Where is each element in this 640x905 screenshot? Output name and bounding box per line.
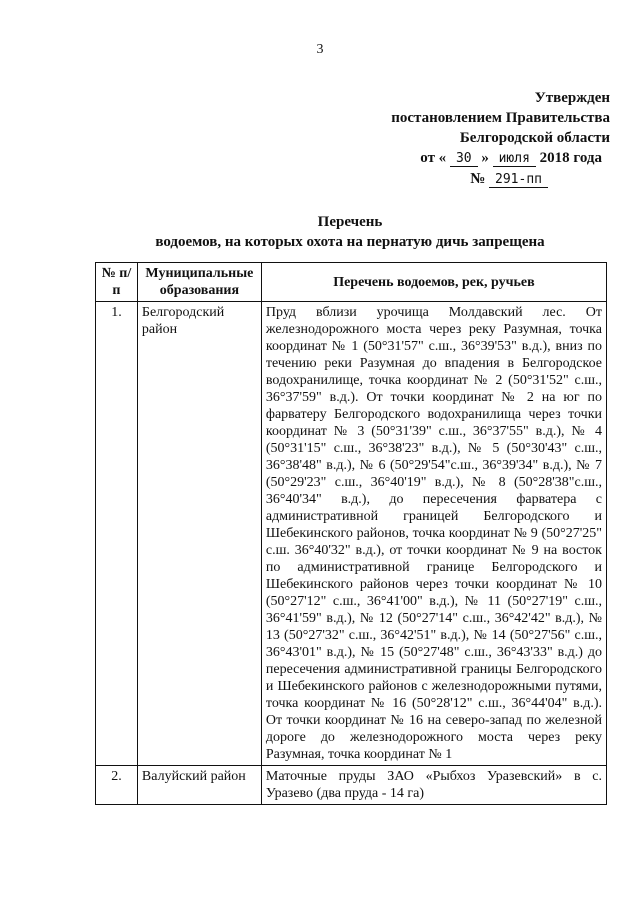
approval-number bbox=[360, 169, 610, 190]
document-title bbox=[0, 212, 640, 252]
date-prefix: от « bbox=[420, 150, 447, 166]
table-row bbox=[96, 766, 607, 805]
row-municipality: Валуйский район bbox=[137, 766, 261, 805]
date-suffix: 2018 года bbox=[539, 150, 602, 166]
row-description: Пруд вблизи урочища Молдавский лес. От железнодорожного моста через реку Разумная, точка координат № 1 (50°31'57" с.ш., 36°39'53" в.д.), вниз по течению реки Разумная до впадения в Белгородское водохранилище, точка координат № 2 (50°31'52" с.ш., 36°37'59" в.д.). От точки координат № 2 на юг по фарватеру Белгородского водохранилища через точки координат № 3 (50°31'39" с.ш., 36°37'55" в.д.), № 4 (50°31'15" с.ш., 36°38'23" в.д.), № 5 (50°30'43" с.ш., 36°38'48" в.д.), № 6 (50°29'54"с.ш., 36°39'34" в.д.), № 7 (50°29'23" с.ш., 36°40'19" в.д.), № 8 (50°28'38"с.ш., 36°40'34" в.д.), до пересечения фарватера с административной границей Белгородского и Шебекинского районов, точка координат № 9 (50°27'25" с.ш. 36°40'32" в.д.), от точки координат № 9 на восток по административной границе Белгородского и Шебекинского районов через точки координат № 10 (50°27'12" с.ш., 36°41'00" в.д.), № 11 (50°27'19" с.ш., 36°41'59" в.д.), № 12 (50°27'14" с.ш., 36°42'42" в.д.), № 13 (50°27'32" с.ш., 36°42'51" в.д.), № 14 (50°27'56" с.ш., 36°43'01" в.д.), № 15 (50°27'48" с.ш., 36°43'33" в.д.) до пересечения административной границы Белгородского и Шебекинского районов с железнодорожными путями, точка координат № 16 (50°28'12" с.ш., 36°44'04" в.д.). От точки координат № 16 на северо-запад по железной дороге до железнодорожного моста через реку Разумная, точка координат № 1 bbox=[261, 302, 606, 766]
header-number: № п/п bbox=[96, 263, 138, 302]
approval-stamp bbox=[360, 88, 610, 190]
header-description: Перечень водоемов, рек, ручьев bbox=[261, 263, 606, 302]
row-number: 2. bbox=[96, 766, 138, 805]
approval-line-2: постановлением Правительства bbox=[391, 110, 610, 126]
page-number: 3 bbox=[316, 42, 324, 57]
number-prefix: № bbox=[470, 171, 486, 187]
approval-date bbox=[360, 148, 610, 169]
title-line-1: Перечень bbox=[317, 214, 383, 230]
table-row bbox=[96, 302, 607, 766]
row-description: Маточные пруды ЗАО «Рыбхоз Уразевский» в с. Уразево (два пруда - 14 га) bbox=[261, 766, 606, 805]
table-header-row bbox=[96, 263, 607, 302]
water-bodies-table bbox=[95, 262, 607, 805]
date-month: июля bbox=[493, 151, 536, 167]
number-value: 291-пп bbox=[489, 172, 548, 188]
header-municipality: Муниципальные образования bbox=[137, 263, 261, 302]
row-municipality: Белгородский район bbox=[137, 302, 261, 766]
title-line-2: водоемов, на которых охота на пернатую дичь запрещена bbox=[155, 234, 545, 250]
date-day: 30 bbox=[450, 151, 478, 167]
date-mid: » bbox=[481, 150, 489, 166]
approval-line-3: Белгородской области bbox=[459, 130, 610, 146]
row-number: 1. bbox=[96, 302, 138, 766]
approval-line-1: Утвержден bbox=[534, 90, 610, 106]
